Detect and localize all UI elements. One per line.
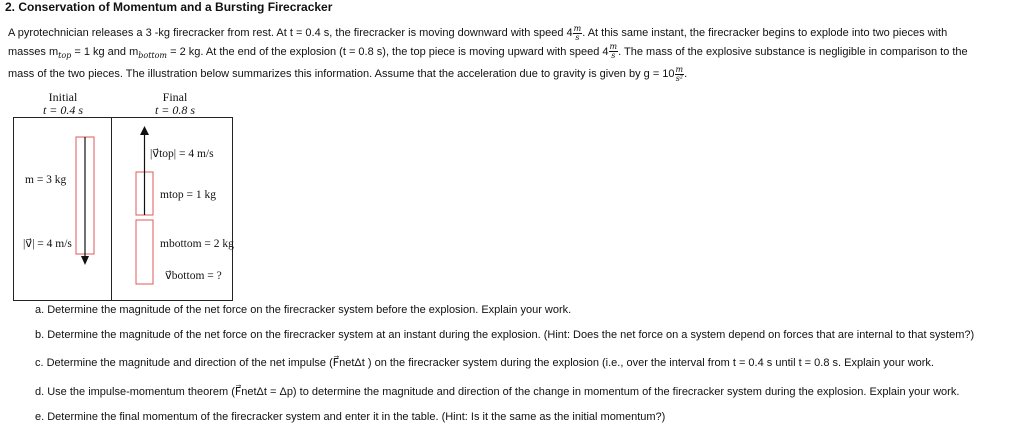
- initial-speed-label: |v⃗| = 4 m/s: [23, 238, 72, 250]
- question-e: e. Determine the final momentum of the firecracker system and enter it in the table. (Hint: Is it the same as the initial momentum?): [35, 411, 666, 423]
- top-mass-label: mtop = 1 kg: [160, 189, 217, 201]
- statement-text: . The mass of the explosive substance is negligible in comparison to the: [618, 45, 968, 58]
- statement-text: masses m: [8, 45, 59, 58]
- unit-fraction: $\frac{m}{s}$: [609, 42, 618, 61]
- unit-fraction: $\frac{m}{s}$: [573, 23, 582, 42]
- problem-statement: A pyrotechnician releases a 3 -kg firecracker from rest. At t = 0.4 s, the firecracker is moving downward with speed 4 $\frac{m}{s}$ . At this same instant, the firecracker begins to explode into two pieces with masses $m_{top} = 1$ kg and $m_{bottom} = 2$ kg. At the end of the explosion (t = 0.8 s), the top piece is moving upward with speed 4 $\frac{m}{s}$ . The mass of the explosive substance is negligible in comparison to the mass of the two pieces. The illustration below summarizes this information. Assume that the acceleration due to gravity is given by g = 10 $\frac{m}{\text{s²}}$ .: [8, 23, 968, 83]
- question-d: d. Use the impulse-momentum theorem (F⃗netΔt = Δp) to determine the magnitude and direction of the change in momentum of the firecracker system during the explosion. Explain your work.: [35, 386, 960, 398]
- arrowhead-up-icon: [140, 126, 149, 135]
- top-speed-label: |v⃗top| = 4 m/s: [150, 148, 214, 160]
- unit-fraction: $\frac{m}{\text{s²}}$: [675, 64, 684, 83]
- initial-mass-label: m = 3 kg: [25, 174, 67, 186]
- final-heading: Final t = 0.8 s: [154, 90, 196, 117]
- statement-text: . At this same instant, the firecracker begins to explode into two pieces with: [582, 27, 948, 39]
- statement-text: = 2 kg. At the end of the explosion (t = 0.8 s), the top piece is moving upward with speed 4: [167, 45, 609, 58]
- initial-heading: Initial t = 0.4 s: [42, 90, 84, 117]
- question-c: c. Determine the magnitude and direction of the net impulse (F⃗netΔt ) on the firecracker system during the explosion (i.e., over the interval from t = 0.4 s until t = 0.8 s. Explain your work.: [35, 357, 934, 369]
- question-a: a. Determine the magnitude of the net force on the firecracker system before the explosion. Explain your work.: [35, 304, 572, 316]
- problem-title: 2. Conservation of Momentum and a Bursting Firecracker: [5, 0, 333, 14]
- question-b: b. Determine the magnitude of the net force on the firecracker system at an instant during the explosion. (Hint: Does the net force on a system depend on forces that are internal to that system?): [35, 329, 975, 341]
- arrowhead-down-icon: [81, 256, 89, 265]
- firecracker-bottom-piece: [136, 220, 153, 284]
- statement-text: A pyrotechnician releases a 3 -kg firecracker from rest. At t = 0.4 s, the firecracker is moving downward with speed 4: [8, 27, 573, 39]
- bottom-mass-label: mbottom = 2 kg: [160, 238, 234, 250]
- statement-text: = 1 kg and m: [71, 45, 139, 58]
- statement-text: mass of the two pieces. The illustration below summarizes this information. Assume that the acceleration due to gravity is given by g = 10: [8, 68, 675, 81]
- bottom-velocity-label: v⃗bottom = ?: [165, 270, 222, 282]
